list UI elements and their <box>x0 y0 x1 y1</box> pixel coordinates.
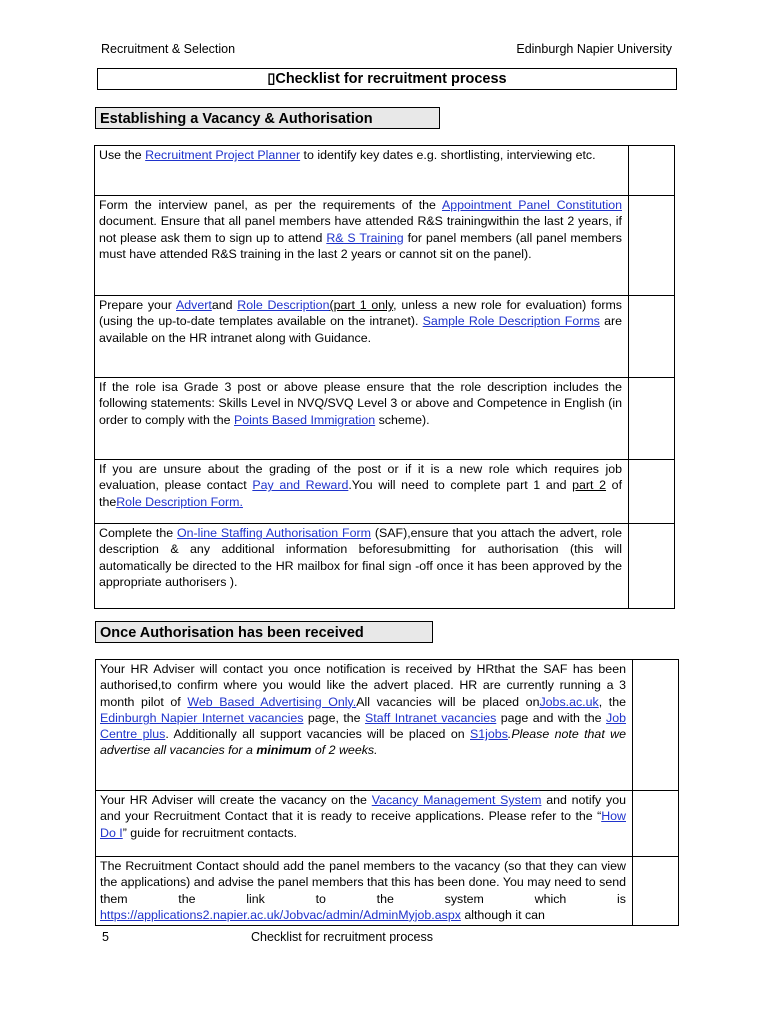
document-link[interactable]: Web Based Advertising Only. <box>187 694 357 709</box>
text-run: , unless a new role for evaluation) forms (using the up-to-date templates available on the intranet). <box>99 298 622 329</box>
document-link[interactable]: Vacancy Management System <box>371 793 542 807</box>
checklist-checkbox-cell[interactable] <box>633 791 679 857</box>
text-run: Form the interview panel, as per the requirements of the <box>99 198 442 212</box>
text-run: Prepare your <box>99 298 176 312</box>
document-link[interactable]: Points Based Immigration <box>233 412 376 427</box>
document-link[interactable]: Appointment Panel Constitution <box>441 198 622 212</box>
checklist-row <box>95 460 675 524</box>
section-heading-vacancy-authorisation: Establishing a Vacancy & Authorisation <box>95 107 440 129</box>
section-heading-once-authorised: Once Authorisation has been received <box>95 621 433 643</box>
checklist-checkbox-cell[interactable] <box>633 857 679 926</box>
checklist-table-once-authorised <box>95 659 679 926</box>
text-run: .You will need to complete part 1 and <box>348 478 573 493</box>
text-run: and <box>211 298 238 312</box>
checklist-item-text <box>95 296 629 378</box>
text-run: scheme). <box>375 412 430 427</box>
text-run: part 2 <box>572 478 607 493</box>
checklist-table-vacancy-authorisation <box>94 145 675 609</box>
checklist-row <box>95 196 675 296</box>
document-link[interactable]: How Do I <box>100 809 626 840</box>
text-run: (SAF),ensure that you attach the advert, role description & any additional information beforesubmitting for authorisation (this will automatically be directed to the HR mailbox for final sign -off once it has been approved by the appropriate authorisers ). <box>99 526 622 589</box>
document-link[interactable]: https://applications2.napier.ac.uk/Jobvac/admin/AdminMyjob.aspx <box>100 907 461 922</box>
text-run: If the role isa Grade 3 post or above please ensure that the role description includes the following statements: Skills Level in NVQ/SVQ Level 3 or above and Competence in English (in order to comply with the <box>99 380 622 427</box>
document-link[interactable]: Role Description <box>237 298 330 312</box>
document-link[interactable]: Edinburgh Napier Internet vacancies <box>100 710 304 725</box>
checklist-checkbox-cell[interactable] <box>629 378 675 460</box>
checklist-item-text <box>96 857 633 926</box>
text-run: Use the <box>99 148 146 162</box>
checklist-row <box>96 857 679 926</box>
text-run: and notify you and your Recruitment Contact that it is ready to receive applications. Please refer to the “ <box>100 793 626 824</box>
document-link[interactable]: S1jobs <box>470 727 508 742</box>
text-run: of 2 weeks. <box>311 743 378 758</box>
text-run: The Recruitment Contact should add the panel members to the vacancy (so that they can view the applications) and advise the panel members that this has been done. You may need to send them the link to the system which is <box>100 859 626 906</box>
checklist-item-text <box>95 146 629 196</box>
checklist-row <box>96 660 679 791</box>
page-number: 5 <box>102 930 109 944</box>
document-link[interactable]: Sample Role Description Forms <box>422 314 600 329</box>
text-run: page, the <box>303 710 366 725</box>
checklist-item-text <box>95 460 629 524</box>
text-run: All vacancies will be placed on <box>356 694 540 709</box>
checklist-checkbox-cell[interactable] <box>633 660 679 791</box>
text-run: Your HR Adviser will create the vacancy on the <box>100 793 372 807</box>
document-link[interactable]: Role Description Form. <box>116 494 243 509</box>
text-run: (part 1 only <box>329 298 394 312</box>
checklist-item-text <box>95 378 629 460</box>
document-link[interactable]: Job Centre plus <box>100 710 627 742</box>
checklist-checkbox-cell[interactable] <box>629 524 675 609</box>
running-header-right: Edinburgh Napier University <box>516 42 672 56</box>
page-title: ▯Checklist for recruitment process <box>97 68 677 90</box>
text-run: Your HR Adviser will contact you once notification is received by HRthat the SAF has been authorised,to confirm where you would like the advert placed. HR are currently running a 3 month pilot of <box>100 662 626 709</box>
document-link[interactable]: Staff Intranet vacancies <box>365 710 497 725</box>
text-run: ” guide for recruitment contacts. <box>122 825 297 840</box>
checklist-row <box>95 378 675 460</box>
text-run: If you are unsure about the grading of the post or if it is a new role which requires job evaluation, please contact <box>99 462 622 493</box>
text-run: for panel members (all panel members must have attended R&S training in the last 2 years or cannot sit on the panel). <box>99 230 622 261</box>
text-run: are available on the HR intranet along with Guidance. <box>99 314 623 345</box>
checklist-checkbox-cell[interactable] <box>629 460 675 524</box>
checklist-item-text <box>95 196 629 296</box>
text-run: Complete the <box>99 526 178 540</box>
checklist-item-text <box>96 660 633 791</box>
document-link[interactable]: R& S Training <box>326 230 404 245</box>
checklist-checkbox-cell[interactable] <box>629 296 675 378</box>
checklist-checkbox-cell[interactable] <box>629 196 675 296</box>
checklist-row <box>95 524 675 609</box>
checklist-item-text <box>96 791 633 857</box>
checklist-item-text <box>95 524 629 609</box>
document-link[interactable]: Jobs.ac.uk <box>539 694 599 709</box>
text-run: page and with the <box>496 710 607 725</box>
checklist-row <box>95 296 675 378</box>
text-run: although it can <box>460 907 545 922</box>
document-link[interactable]: Advert <box>176 298 212 312</box>
text-run: to identify key dates e.g. shortlisting, interviewing etc. <box>300 148 596 162</box>
running-header-left: Recruitment & Selection <box>101 42 236 56</box>
checklist-checkbox-cell[interactable] <box>629 146 675 196</box>
text-run: document. Ensure that all panel members have attended R&S trainingwithin the last 2 years, if not please ask them to sign up to attend <box>99 214 622 245</box>
text-run: . Additionally all support vacancies will be placed on <box>165 727 470 742</box>
document-link[interactable]: On-line Staffing Authorisation Form <box>177 526 371 540</box>
footer-title: Checklist for recruitment process <box>251 930 434 944</box>
text-run: .Please note that we advertise all vacancies for a <box>100 727 626 758</box>
checklist-row <box>96 791 679 857</box>
text-run: of the <box>99 478 623 509</box>
text-run: minimum <box>256 743 312 758</box>
text-run: , the <box>598 694 626 709</box>
checklist-row <box>95 146 675 196</box>
document-link[interactable]: Pay and Reward <box>252 478 349 493</box>
document-link[interactable]: Recruitment Project Planner <box>145 148 301 162</box>
